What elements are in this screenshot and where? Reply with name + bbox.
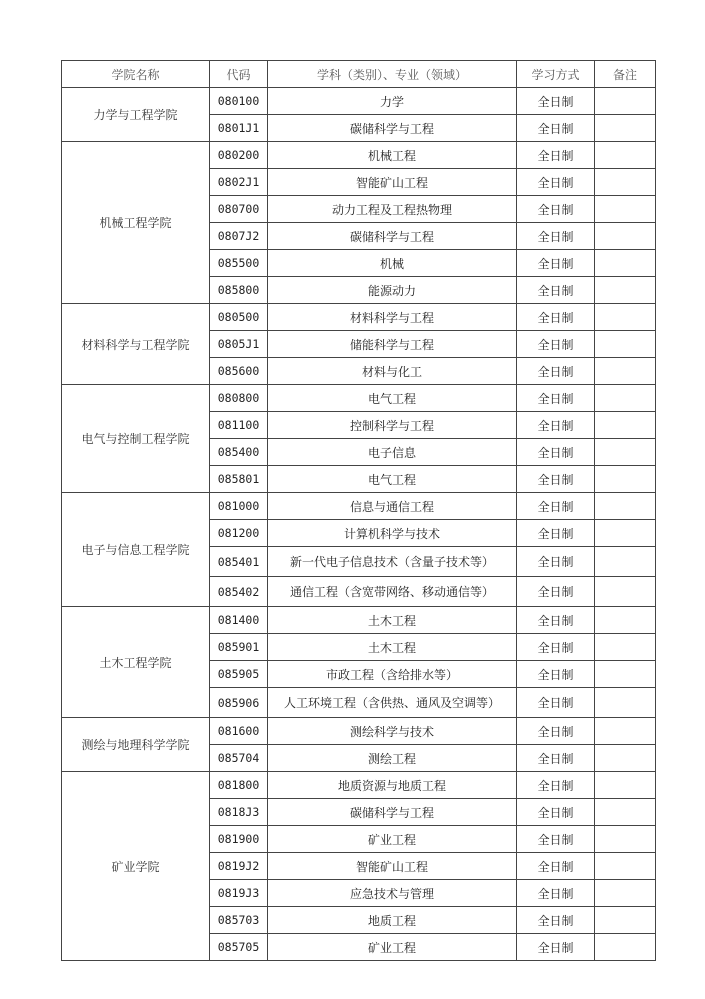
program-major-cell: 碳储科学与工程 bbox=[268, 799, 517, 826]
note-cell bbox=[595, 577, 656, 607]
table-row bbox=[62, 772, 656, 799]
program-major-cell: 土木工程 bbox=[268, 607, 517, 634]
study-mode-cell: 全日制 bbox=[517, 634, 595, 661]
note-cell bbox=[595, 412, 656, 439]
program-code-cell: 0818J3 bbox=[210, 799, 268, 826]
table-row bbox=[62, 607, 656, 634]
study-mode-cell: 全日制 bbox=[517, 412, 595, 439]
program-code-cell: 0801J1 bbox=[210, 115, 268, 142]
program-code-cell: 085401 bbox=[210, 547, 268, 577]
study-mode-cell: 全日制 bbox=[517, 934, 595, 961]
college-name-cell: 材料科学与工程学院 bbox=[62, 304, 210, 385]
program-major-cell: 机械工程 bbox=[268, 142, 517, 169]
program-major-cell: 应急技术与管理 bbox=[268, 880, 517, 907]
study-mode-cell: 全日制 bbox=[517, 745, 595, 772]
program-code-cell: 085705 bbox=[210, 934, 268, 961]
program-major-cell: 力学 bbox=[268, 88, 517, 115]
header-code: 代码 bbox=[210, 61, 268, 88]
college-name-cell: 土木工程学院 bbox=[62, 607, 210, 718]
program-code-cell: 085901 bbox=[210, 634, 268, 661]
college-name-cell: 机械工程学院 bbox=[62, 142, 210, 304]
program-major-cell: 碳储科学与工程 bbox=[268, 115, 517, 142]
program-code-cell: 0802J1 bbox=[210, 169, 268, 196]
program-code-cell: 081100 bbox=[210, 412, 268, 439]
program-major-cell: 测绘科学与技术 bbox=[268, 718, 517, 745]
program-major-cell: 新一代电子信息技术（含量子技术等） bbox=[268, 547, 517, 577]
program-code-cell: 081400 bbox=[210, 607, 268, 634]
program-code-cell: 085600 bbox=[210, 358, 268, 385]
header-college: 学院名称 bbox=[62, 61, 210, 88]
note-cell bbox=[595, 934, 656, 961]
program-major-cell: 机械 bbox=[268, 250, 517, 277]
note-cell bbox=[595, 439, 656, 466]
program-major-cell: 矿业工程 bbox=[268, 826, 517, 853]
note-cell bbox=[595, 661, 656, 688]
table-row bbox=[62, 385, 656, 412]
program-major-cell: 电气工程 bbox=[268, 466, 517, 493]
program-code-cell: 080700 bbox=[210, 196, 268, 223]
college-name-cell: 测绘与地理科学学院 bbox=[62, 718, 210, 772]
program-code-cell: 0819J3 bbox=[210, 880, 268, 907]
study-mode-cell: 全日制 bbox=[517, 358, 595, 385]
college-name-cell: 电子与信息工程学院 bbox=[62, 493, 210, 607]
note-cell bbox=[595, 385, 656, 412]
study-mode-cell: 全日制 bbox=[517, 547, 595, 577]
program-major-cell: 电气工程 bbox=[268, 385, 517, 412]
program-code-cell: 081000 bbox=[210, 493, 268, 520]
table-row bbox=[62, 718, 656, 745]
program-code-cell: 0807J2 bbox=[210, 223, 268, 250]
program-major-cell: 能源动力 bbox=[268, 277, 517, 304]
table-body bbox=[62, 88, 656, 961]
program-major-cell: 材料科学与工程 bbox=[268, 304, 517, 331]
note-cell bbox=[595, 634, 656, 661]
program-major-cell: 储能科学与工程 bbox=[268, 331, 517, 358]
program-code-cell: 085800 bbox=[210, 277, 268, 304]
study-mode-cell: 全日制 bbox=[517, 493, 595, 520]
program-code-cell: 085906 bbox=[210, 688, 268, 718]
program-major-cell: 智能矿山工程 bbox=[268, 169, 517, 196]
program-code-cell: 081600 bbox=[210, 718, 268, 745]
header-row bbox=[62, 61, 656, 88]
program-major-cell: 测绘工程 bbox=[268, 745, 517, 772]
note-cell bbox=[595, 607, 656, 634]
program-major-cell: 矿业工程 bbox=[268, 934, 517, 961]
note-cell bbox=[595, 853, 656, 880]
note-cell bbox=[595, 115, 656, 142]
study-mode-cell: 全日制 bbox=[517, 520, 595, 547]
note-cell bbox=[595, 223, 656, 250]
study-mode-cell: 全日制 bbox=[517, 607, 595, 634]
program-major-cell: 信息与通信工程 bbox=[268, 493, 517, 520]
study-mode-cell: 全日制 bbox=[517, 577, 595, 607]
program-major-cell: 市政工程（含给排水等） bbox=[268, 661, 517, 688]
note-cell bbox=[595, 493, 656, 520]
note-cell bbox=[595, 547, 656, 577]
program-code-cell: 080100 bbox=[210, 88, 268, 115]
note-cell bbox=[595, 880, 656, 907]
note-cell bbox=[595, 520, 656, 547]
note-cell bbox=[595, 688, 656, 718]
program-code-cell: 080500 bbox=[210, 304, 268, 331]
program-code-cell: 085801 bbox=[210, 466, 268, 493]
program-major-cell: 智能矿山工程 bbox=[268, 853, 517, 880]
program-code-cell: 0819J2 bbox=[210, 853, 268, 880]
note-cell bbox=[595, 142, 656, 169]
study-mode-cell: 全日制 bbox=[517, 466, 595, 493]
study-mode-cell: 全日制 bbox=[517, 142, 595, 169]
study-mode-cell: 全日制 bbox=[517, 331, 595, 358]
study-mode-cell: 全日制 bbox=[517, 799, 595, 826]
table-row bbox=[62, 304, 656, 331]
study-mode-cell: 全日制 bbox=[517, 907, 595, 934]
program-major-cell: 通信工程（含宽带网络、移动通信等） bbox=[268, 577, 517, 607]
study-mode-cell: 全日制 bbox=[517, 250, 595, 277]
program-code-cell: 081900 bbox=[210, 826, 268, 853]
college-name-cell: 力学与工程学院 bbox=[62, 88, 210, 142]
note-cell bbox=[595, 745, 656, 772]
note-cell bbox=[595, 304, 656, 331]
program-code-cell: 085704 bbox=[210, 745, 268, 772]
note-cell bbox=[595, 196, 656, 223]
program-major-cell: 地质资源与地质工程 bbox=[268, 772, 517, 799]
program-code-cell: 0805J1 bbox=[210, 331, 268, 358]
table-row bbox=[62, 493, 656, 520]
note-cell bbox=[595, 772, 656, 799]
study-mode-cell: 全日制 bbox=[517, 880, 595, 907]
program-code-cell: 081800 bbox=[210, 772, 268, 799]
program-code-cell: 085400 bbox=[210, 439, 268, 466]
study-mode-cell: 全日制 bbox=[517, 196, 595, 223]
program-major-cell: 电子信息 bbox=[268, 439, 517, 466]
note-cell bbox=[595, 799, 656, 826]
table-row bbox=[62, 142, 656, 169]
study-mode-cell: 全日制 bbox=[517, 688, 595, 718]
program-major-cell: 碳储科学与工程 bbox=[268, 223, 517, 250]
note-cell bbox=[595, 826, 656, 853]
study-mode-cell: 全日制 bbox=[517, 169, 595, 196]
study-mode-cell: 全日制 bbox=[517, 772, 595, 799]
program-major-cell: 计算机科学与技术 bbox=[268, 520, 517, 547]
college-name-cell: 电气与控制工程学院 bbox=[62, 385, 210, 493]
program-major-cell: 人工环境工程（含供热、通风及空调等） bbox=[268, 688, 517, 718]
note-cell bbox=[595, 718, 656, 745]
note-cell bbox=[595, 169, 656, 196]
program-table bbox=[61, 60, 656, 961]
note-cell bbox=[595, 277, 656, 304]
program-major-cell: 地质工程 bbox=[268, 907, 517, 934]
header-major: 学科（类别）、专业（领域） bbox=[268, 61, 517, 88]
program-major-cell: 控制科学与工程 bbox=[268, 412, 517, 439]
note-cell bbox=[595, 88, 656, 115]
table-header bbox=[62, 61, 656, 88]
study-mode-cell: 全日制 bbox=[517, 277, 595, 304]
program-code-cell: 085905 bbox=[210, 661, 268, 688]
program-code-cell: 085500 bbox=[210, 250, 268, 277]
note-cell bbox=[595, 466, 656, 493]
note-cell bbox=[595, 358, 656, 385]
study-mode-cell: 全日制 bbox=[517, 115, 595, 142]
note-cell bbox=[595, 331, 656, 358]
study-mode-cell: 全日制 bbox=[517, 223, 595, 250]
note-cell bbox=[595, 907, 656, 934]
study-mode-cell: 全日制 bbox=[517, 826, 595, 853]
program-code-cell: 080200 bbox=[210, 142, 268, 169]
program-major-cell: 材料与化工 bbox=[268, 358, 517, 385]
header-mode: 学习方式 bbox=[517, 61, 595, 88]
study-mode-cell: 全日制 bbox=[517, 304, 595, 331]
header-note: 备注 bbox=[595, 61, 656, 88]
study-mode-cell: 全日制 bbox=[517, 385, 595, 412]
program-major-cell: 土木工程 bbox=[268, 634, 517, 661]
note-cell bbox=[595, 250, 656, 277]
program-code-cell: 085703 bbox=[210, 907, 268, 934]
study-mode-cell: 全日制 bbox=[517, 439, 595, 466]
table-row bbox=[62, 88, 656, 115]
program-code-cell: 081200 bbox=[210, 520, 268, 547]
study-mode-cell: 全日制 bbox=[517, 88, 595, 115]
study-mode-cell: 全日制 bbox=[517, 718, 595, 745]
program-major-cell: 动力工程及工程热物理 bbox=[268, 196, 517, 223]
study-mode-cell: 全日制 bbox=[517, 853, 595, 880]
study-mode-cell: 全日制 bbox=[517, 661, 595, 688]
program-code-cell: 080800 bbox=[210, 385, 268, 412]
program-code-cell: 085402 bbox=[210, 577, 268, 607]
college-name-cell: 矿业学院 bbox=[62, 772, 210, 961]
